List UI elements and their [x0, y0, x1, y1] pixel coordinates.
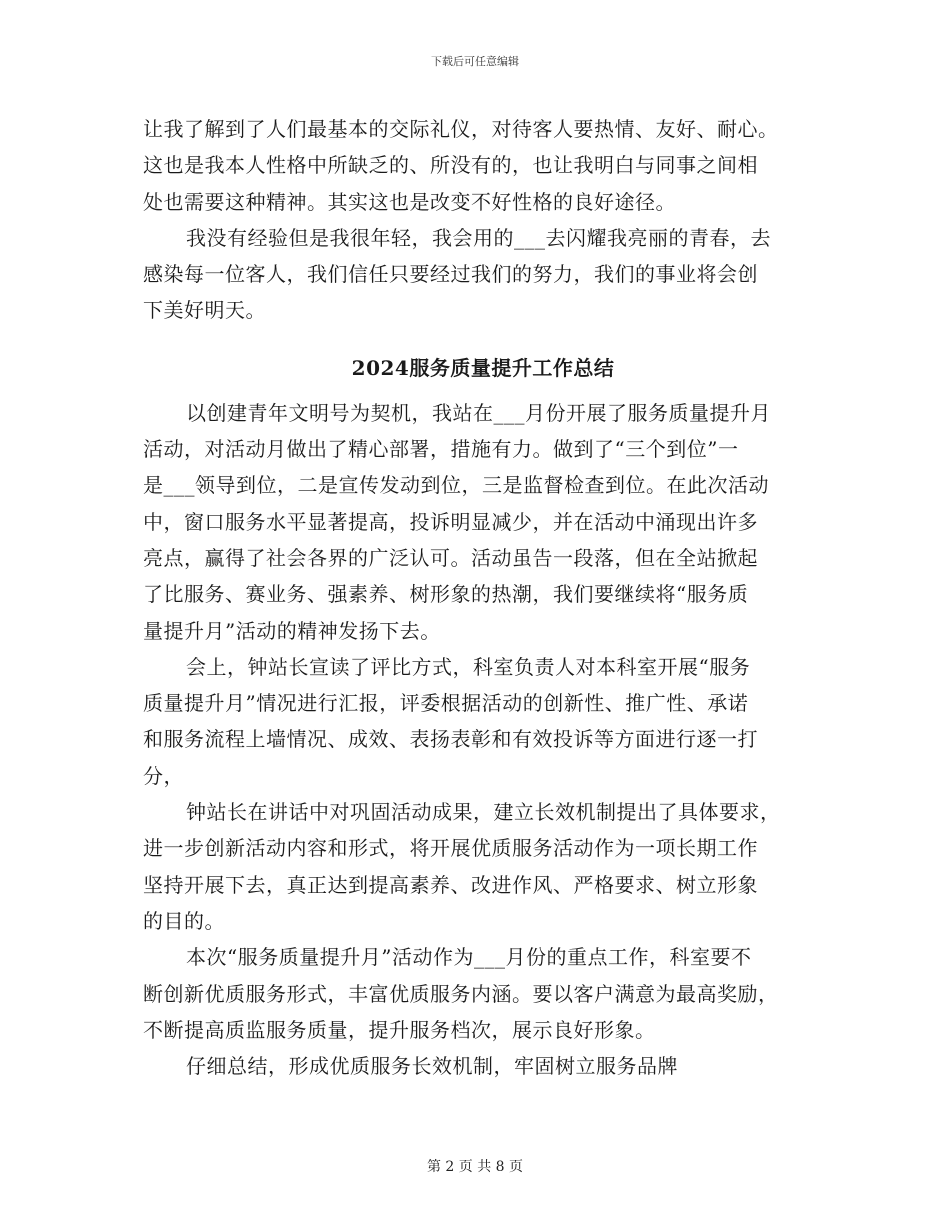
text-line: 坚持开展下去，真正达到提高素养、改进作风、严格要求、树立形象 — [143, 872, 758, 897]
text-line: 这也是我本人性格中所缺乏的、所没有的，也让我明白与同事之间相 — [143, 153, 758, 178]
text-line: 以创建青年文明号为契机，我站在___月份开展了服务质量提升月 — [186, 400, 771, 425]
text-line: 和服务流程上墙情况、成效、表扬表彰和有效投诉等方面进行逐一打 — [143, 727, 758, 752]
text-line: 仔细总结，形成优质服务长效机制，牢固树立服务品牌 — [186, 1054, 678, 1079]
text-line: 会上，钟站长宣读了评比方式，科室负责人对本科室开展“服务 — [186, 654, 751, 679]
text-line: 了比服务、赛业务、强素养、树形象的热潮，我们要继续将“服务质 — [143, 582, 749, 607]
paragraph — [143, 220, 823, 329]
text-line: 亮点，赢得了社会各界的广泛认可。活动虽告一段落，但在全站掀起 — [143, 545, 758, 570]
text-line: 我没有经验但是我很年轻，我会用的___去闪耀我亮丽的青春，去 — [186, 225, 771, 250]
text-line: 中，窗口服务水平显著提高，投诉明显减少，并在活动中涌现出许多 — [143, 509, 758, 534]
text-line: 量提升月”活动的精神发扬下去。 — [143, 618, 441, 643]
text-line: 感染每一位客人，我们信任只要经过我们的努力，我们的事业将会创 — [143, 262, 758, 287]
text-line: 下美好明天。 — [143, 298, 266, 323]
text-line: 让我了解到了人们最基本的交际礼仪，对待客人要热情、友好、耐心。 — [143, 117, 779, 141]
text-line: 分， — [143, 763, 184, 788]
section-title: 2024服务质量提升工作总结 — [351, 355, 615, 380]
paragraph — [143, 395, 823, 649]
paragraph — [143, 111, 823, 220]
page-number: 第 2 页 共 8 页 — [426, 1159, 524, 1175]
text-line: 的目的。 — [143, 908, 225, 933]
document-body — [143, 111, 823, 1084]
paragraph — [143, 939, 823, 1048]
paragraph — [143, 649, 823, 794]
text-line: 处也需要这种精神。其实这也是改变不好性格的良好途径。 — [143, 189, 676, 214]
paragraph — [143, 794, 823, 939]
text-line: 不断提高质监服务质量，提升服务档次，展示良好形象。 — [143, 1017, 656, 1042]
text-line: 活动，对活动月做出了精心部署，措施有力。做到了“三个到位”一 — [143, 437, 739, 462]
paragraph — [143, 1048, 823, 1084]
text-line: 进一步创新活动内容和形式，将开展优质服务活动作为一项长期工作 — [143, 836, 758, 861]
text-line: 是___领导到位，二是宣传发动到位，三是监督检查到位。在此次活动 — [143, 473, 769, 498]
text-line: 本次“服务质量提升月”活动作为___月份的重点工作，科室要不 — [186, 945, 752, 970]
text-line: 钟站长在讲话中对巩固活动成果，建立长效机制提出了具体要求， — [186, 800, 781, 825]
page-header-note: 下载后可任意编辑 — [431, 55, 519, 68]
text-line: 断创新优质服务形式，丰富优质服务内涵。要以客户满意为最高奖励， — [143, 981, 779, 1006]
text-line: 质量提升月”情况进行汇报，评委根据活动的创新性、推广性、承诺 — [143, 691, 749, 716]
